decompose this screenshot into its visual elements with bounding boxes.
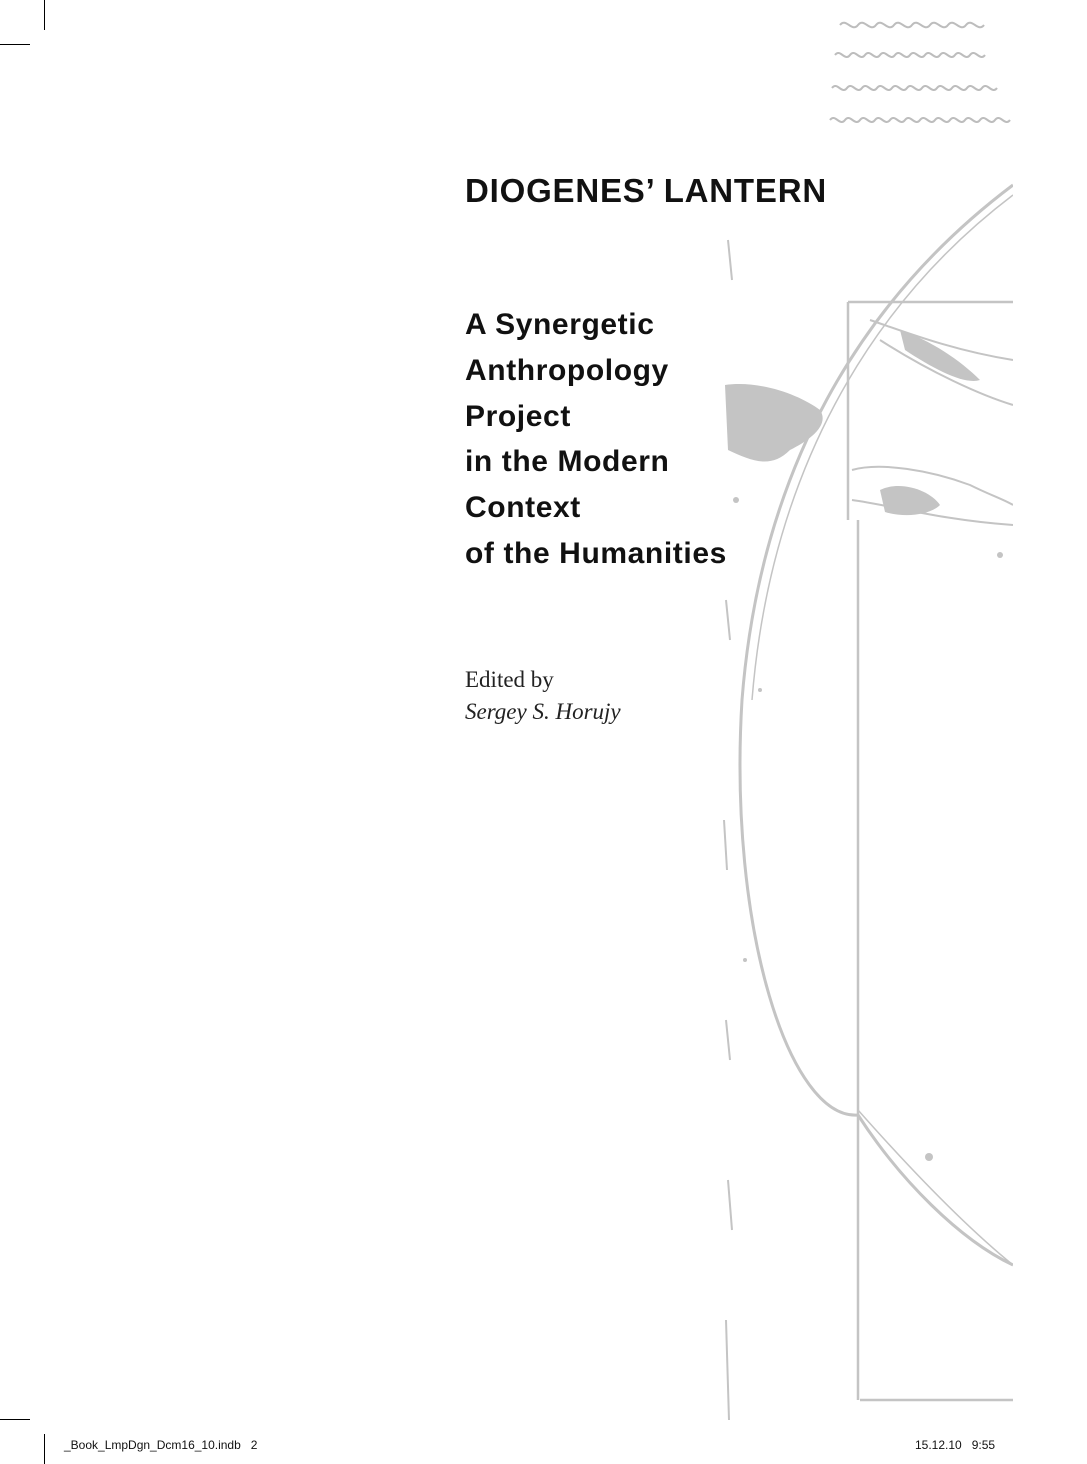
print-slug-datetime: 15.12.10 9:55 xyxy=(915,1438,996,1452)
subtitle-line: Anthropology xyxy=(465,353,669,387)
subtitle-line: in the Modern xyxy=(465,445,670,479)
subtitle-line: A Synergetic xyxy=(465,308,655,341)
subtitle-line: Context xyxy=(465,491,581,525)
print-slug-file: _Book_LmpDgn_Dcm16_10.indb 2 xyxy=(64,1438,258,1452)
subtitle-line: of the Humanities xyxy=(465,536,727,570)
editor-name: Sergey S. Horujy xyxy=(465,699,621,724)
book-title: DIOGENES’ LANTERN xyxy=(465,172,827,209)
edited-by-label: Edited by xyxy=(465,667,554,692)
book-subtitle xyxy=(465,302,727,577)
subtitle-line: Project xyxy=(465,399,571,433)
